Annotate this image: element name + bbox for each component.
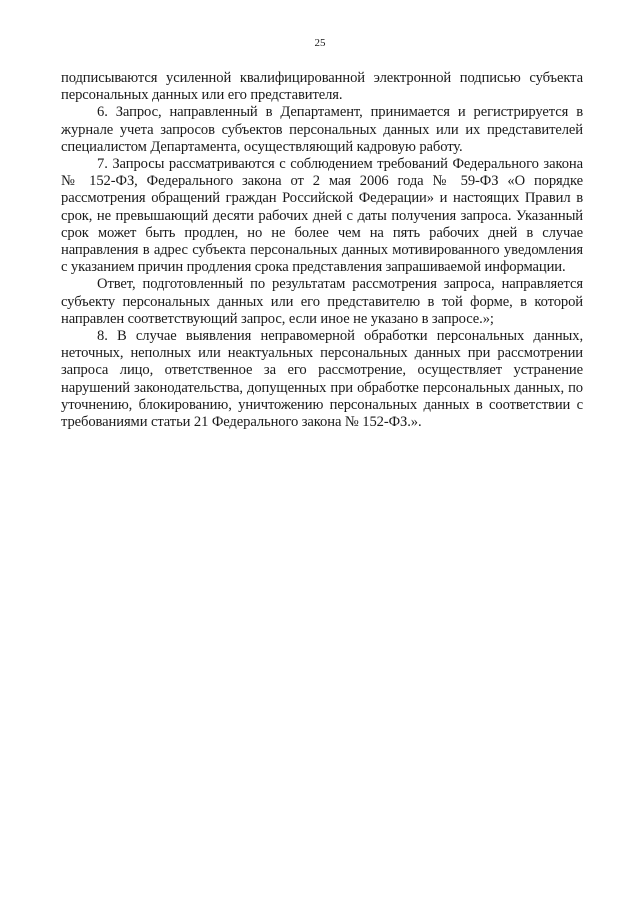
paragraph-response-delivery: Ответ, подготовленный по результатам рассмотрения запроса, направляется субъекту персональных данных или его представителю в той форме, в которой направлен соответствующий запрос, если иное не указано в запросе.»; <box>61 276 583 327</box>
document-body <box>61 70 583 431</box>
paragraph-signature-continuation: подписываются усиленной квалифицированной электронной подписью субъекта персональных данных или его представителя. <box>61 70 583 104</box>
paragraph-7-request-review: 7. Запросы рассматриваются с соблюдением требований Федерального закона № 152-ФЗ, Федерального закона от 2 мая 2006 года № 59-ФЗ «О порядке рассмотрения обращений граждан Российской Федерации» и настоящих Правил в срок, не превышающий десяти рабочих дней с даты получения запроса. Указанный срок может быть продлен, но не более чем на пять рабочих дней в случае направления в адрес субъекта персональных данных мотивированного уведомления с указанием причин продления срока представления запрашиваемой информации. <box>61 156 583 276</box>
paragraph-8-violation-handling: 8. В случае выявления неправомерной обработки персональных данных, неточных, неполных или неактуальных персональных данных при рассмотрении запроса лицо, ответственное за его рассмотрение, осуществляет устранение нарушений законодательства, допущенных при обработке персональных данных, по уточнению, блокированию, уничтожению персональных данных в соответствии с требованиями статьи 21 Федерального закона № 152-ФЗ.». <box>61 328 583 431</box>
page-number: 25 <box>314 37 326 49</box>
paragraph-6-request-registration: 6. Запрос, направленный в Департамент, принимается и регистрируется в журнале учета запросов субъектов персональных данных или их представителей специалистом Департамента, осуществляющий кадровую работу. <box>61 104 583 155</box>
